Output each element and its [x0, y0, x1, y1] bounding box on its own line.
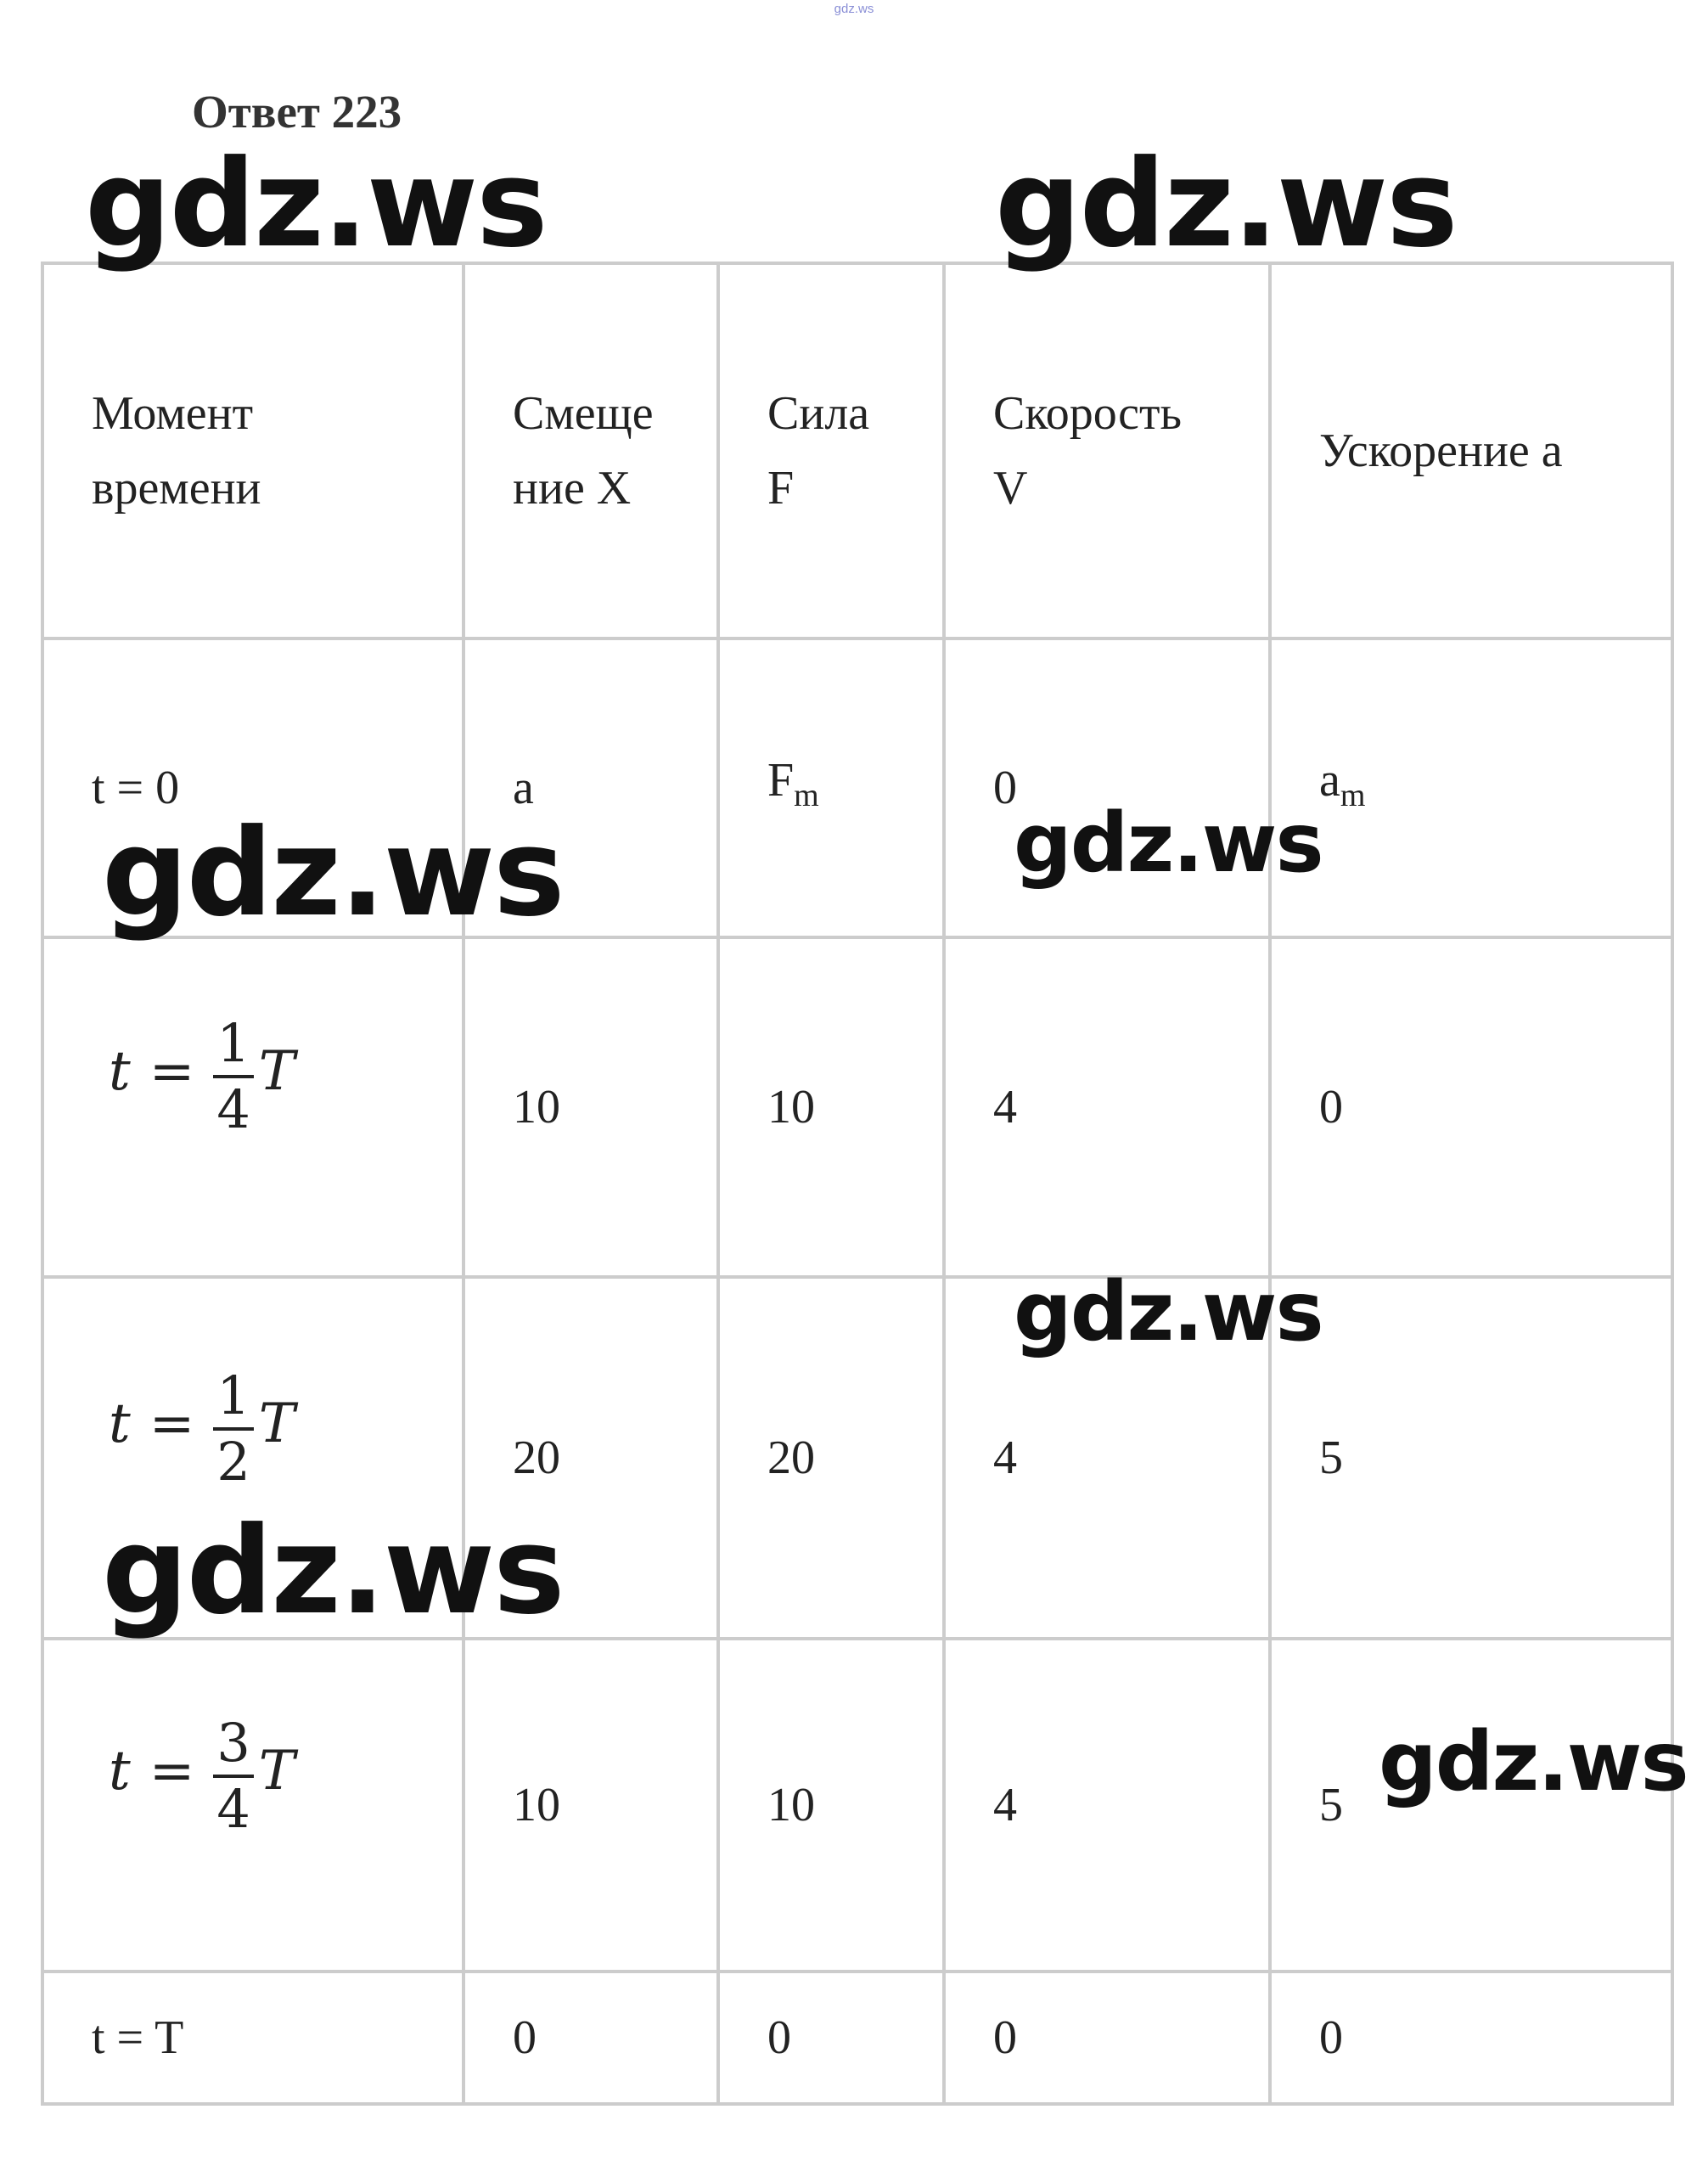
header-cell-displacement: Смеще ние X: [464, 263, 718, 638]
force-cell: $F_m$: [718, 638, 944, 937]
displacement-cell: 20: [464, 1277, 718, 1639]
table-header-row: [42, 263, 1672, 638]
table-row: [42, 937, 1672, 1277]
watermark: gdz.ws: [102, 1501, 564, 1641]
velocity-cell: 0: [944, 1972, 1270, 2104]
force-cell: 0: [718, 1972, 944, 2104]
displacement-cell: a: [464, 638, 718, 937]
velocity-cell: 4: [944, 1639, 1270, 1972]
time-cell: t = 0: [42, 638, 464, 937]
watermark: gdz.ws: [102, 803, 564, 943]
answer-title: Ответ 223: [192, 86, 402, 138]
acceleration-cell: 5: [1270, 1277, 1672, 1639]
top-watermark-label: gdz.ws: [834, 2, 874, 16]
time-cell: [42, 1639, 464, 1972]
velocity-cell: 4: [944, 1277, 1270, 1639]
acceleration-cell: $a_m$: [1270, 638, 1672, 937]
header-cell-acceleration: Ускорение a: [1270, 263, 1672, 638]
displacement-cell: 10: [464, 937, 718, 1277]
time-cell: [42, 937, 464, 1277]
watermark: gdz.ws: [1014, 1264, 1323, 1359]
time-formula: t = $\frac{1}{4}$ T: [109, 1012, 295, 1140]
force-cell: 10: [718, 1639, 944, 1972]
displacement-cell: 10: [464, 1639, 718, 1972]
answer-table: [41, 262, 1674, 2106]
velocity-cell: 0: [944, 638, 1270, 937]
force-cell: 20: [718, 1277, 944, 1639]
time-formula: t = $\frac{3}{4}$ T: [109, 1712, 295, 1840]
displacement-cell: 0: [464, 1972, 718, 2104]
velocity-cell: 4: [944, 937, 1270, 1277]
watermark: gdz.ws: [85, 134, 547, 274]
acceleration-cell: 0: [1270, 937, 1672, 1277]
table-row: [42, 1972, 1672, 2104]
force-cell: 10: [718, 937, 944, 1277]
header-cell-velocity: Скорость V: [944, 263, 1270, 638]
time-cell: t = T: [42, 1972, 464, 2104]
time-formula: t = $\frac{1}{2}$ T: [109, 1364, 295, 1493]
watermark: gdz.ws: [1014, 796, 1323, 891]
header-cell-force: Сила F: [718, 263, 944, 638]
acceleration-cell: 0: [1270, 1972, 1672, 2104]
acceleration-cell: 5: [1270, 1639, 1672, 1972]
header-cell-time: Момент времени: [42, 263, 464, 638]
watermark: gdz.ws: [1379, 1714, 1688, 1809]
watermark: gdz.ws: [995, 134, 1457, 274]
